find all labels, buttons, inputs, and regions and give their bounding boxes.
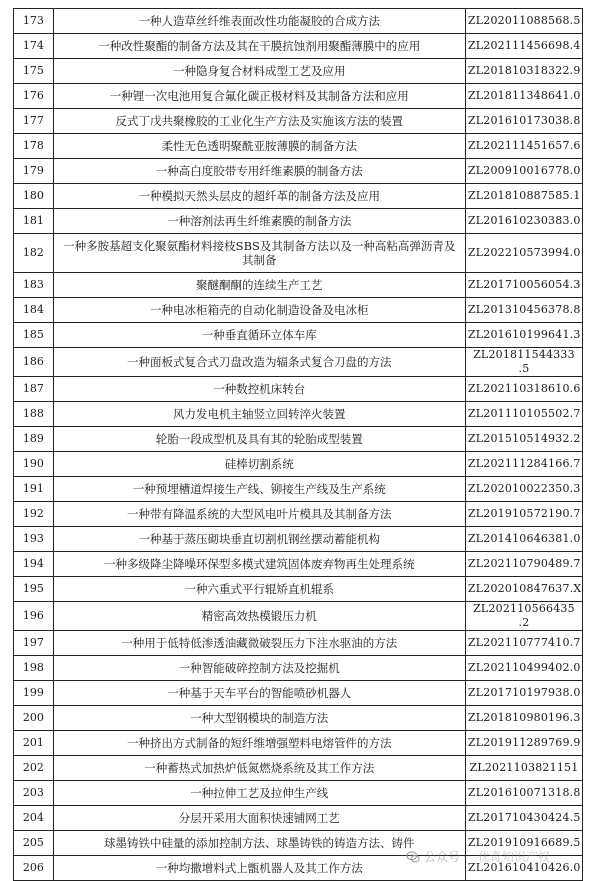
- table-row: [14, 234, 583, 273]
- watermark-account: 优奇知识产权: [477, 850, 550, 864]
- patent-number: ZL201510514932.2: [465, 427, 582, 452]
- patent-number: ZL202110790489.7: [465, 552, 582, 577]
- table-row: [14, 84, 583, 109]
- patent-number: ZL201610173038.8: [465, 109, 582, 134]
- row-number: 203: [14, 781, 54, 806]
- table-row: [14, 631, 583, 656]
- row-number: 189: [14, 427, 54, 452]
- row-number: 182: [14, 234, 54, 273]
- patent-title: 球墨铸铁中硅量的添加控制方法、球墨铸铁的铸造方法、铸件: [53, 831, 465, 856]
- patent-number: ZL202110499402.0: [465, 656, 582, 681]
- patent-title: 轮胎一段成型机及具有其的轮胎成型装置: [53, 427, 465, 452]
- row-number: 199: [14, 681, 54, 706]
- patent-title: 柔性无色透明聚酰亚胺薄膜的制备方法: [53, 134, 465, 159]
- table-row: [14, 452, 583, 477]
- patent-number: ZL201710430424.5: [465, 806, 582, 831]
- row-number: 193: [14, 527, 54, 552]
- patent-number: ZL201110105502.7: [465, 402, 582, 427]
- table-row: [14, 656, 583, 681]
- row-number: 204: [14, 806, 54, 831]
- patent-number: ZL202110318610.6: [465, 377, 582, 402]
- patent-table: [13, 8, 583, 881]
- row-number: 205: [14, 831, 54, 856]
- patent-table-body: [14, 9, 583, 881]
- row-number: 181: [14, 209, 54, 234]
- patent-title: 一种模拟天然头层皮的超纤革的制备方法及应用: [53, 184, 465, 209]
- patent-number: ZL201910572190.7: [465, 502, 582, 527]
- row-number: 176: [14, 84, 54, 109]
- patent-number: ZL201710056054.3: [465, 273, 582, 298]
- table-row: [14, 34, 583, 59]
- row-number: 184: [14, 298, 54, 323]
- patent-title: 一种拉伸工艺及拉伸生产线: [53, 781, 465, 806]
- table-row: [14, 59, 583, 84]
- table-row: [14, 298, 583, 323]
- table-row: [14, 781, 583, 806]
- row-number: 177: [14, 109, 54, 134]
- row-number: 200: [14, 706, 54, 731]
- patent-number: ZL201610071318.8: [465, 781, 582, 806]
- patent-title: 一种均撒增料式上甑机器人及其工作方法: [53, 856, 465, 881]
- row-number: 191: [14, 477, 54, 502]
- patent-number: ZL202111284166.7: [465, 452, 582, 477]
- table-row: [14, 502, 583, 527]
- row-number: 175: [14, 59, 54, 84]
- patent-title: 一种蓄热式加热炉低氮燃烧系统及其工作方法: [53, 756, 465, 781]
- table-row: [14, 184, 583, 209]
- row-number: 196: [14, 602, 54, 631]
- patent-title: 一种多级降尘降噪环保型多模式建筑固体废弃物再生处理系统: [53, 552, 465, 577]
- patent-title: 一种基于蒸压砌块垂直切割机钢丝摆动蓄能机构: [53, 527, 465, 552]
- patent-number: ZL201610199641.3: [465, 323, 582, 348]
- row-number: 187: [14, 377, 54, 402]
- table-row: [14, 209, 583, 234]
- patent-table-container: [13, 8, 583, 881]
- patent-title: 一种垂直循环立体车库: [53, 323, 465, 348]
- patent-title: 一种锂一次电池用复合氟化碳正极材料及其制备方法和应用: [53, 84, 465, 109]
- patent-title: 一种改性聚酯的制备方法及其在干膜抗蚀剂用聚酯薄膜中的应用: [53, 34, 465, 59]
- table-row: [14, 706, 583, 731]
- patent-number: ZL201610410426.0: [465, 856, 582, 881]
- row-number: 195: [14, 577, 54, 602]
- row-number: 194: [14, 552, 54, 577]
- row-number: 180: [14, 184, 54, 209]
- row-number: 188: [14, 402, 54, 427]
- patent-title: 一种多胺基超支化聚氨酯材料接枝SBS及其制备方法以及一种高粘高弹沥青及其制备: [53, 234, 465, 273]
- patent-title: 精密高效热模锻压力机: [53, 602, 465, 631]
- patent-number: ZL201710197938.0: [465, 681, 582, 706]
- patent-number: ZL202111456698.4: [465, 34, 582, 59]
- table-row: [14, 731, 583, 756]
- patent-title: 分层开采用大面积快速铺网工艺: [53, 806, 465, 831]
- row-number: 190: [14, 452, 54, 477]
- table-row: [14, 806, 583, 831]
- row-number: 173: [14, 9, 54, 34]
- patent-title: 一种电冰柜箱壳的自动化制造设备及电冰柜: [53, 298, 465, 323]
- table-row: [14, 402, 583, 427]
- patent-title: 一种智能破碎控制方法及挖掘机: [53, 656, 465, 681]
- table-row: [14, 134, 583, 159]
- patent-number: ZL2021103821151: [465, 756, 582, 781]
- row-number: 201: [14, 731, 54, 756]
- table-row: [14, 159, 583, 184]
- watermark-platform: 公众号: [424, 850, 461, 864]
- row-number: 174: [14, 34, 54, 59]
- patent-title: 风力发电机主轴竖立回转淬火装置: [53, 402, 465, 427]
- patent-title: 反式丁戊共聚橡胶的工业化生产方法及实施该方法的装置: [53, 109, 465, 134]
- table-row: [14, 527, 583, 552]
- patent-title: 一种带有降温系统的大型风电叶片模具及其制备方法: [53, 502, 465, 527]
- patent-title: 一种预埋槽道焊接生产线、铆接生产线及生产系统: [53, 477, 465, 502]
- patent-number: ZL201410646381.0: [465, 527, 582, 552]
- patent-number: ZL201810887585.1: [465, 184, 582, 209]
- table-row: [14, 577, 583, 602]
- patent-title: 聚醚酮酮的连续生产工艺: [53, 273, 465, 298]
- patent-number: ZL202010022350.3: [465, 477, 582, 502]
- patent-number: ZL202111451657.6: [465, 134, 582, 159]
- patent-number: ZL201610230383.0: [465, 209, 582, 234]
- table-row: [14, 552, 583, 577]
- patent-title: 一种人造草丝纤维表面改性功能凝胶的合成方法: [53, 9, 465, 34]
- patent-title: 硅棒切割系统: [53, 452, 465, 477]
- table-row: [14, 348, 583, 377]
- table-row: [14, 756, 583, 781]
- row-number: 185: [14, 323, 54, 348]
- patent-number: ZL201810980196.3: [465, 706, 582, 731]
- patent-number: ZL200910016778.0: [465, 159, 582, 184]
- table-row: [14, 477, 583, 502]
- row-number: 202: [14, 756, 54, 781]
- patent-number: ZL202011088568.5: [465, 9, 582, 34]
- patent-number: ZL201811348641.0: [465, 84, 582, 109]
- row-number: 186: [14, 348, 54, 377]
- table-row: [14, 856, 583, 881]
- patent-number: ZL202110777410.7: [465, 631, 582, 656]
- table-row: [14, 681, 583, 706]
- table-row: [14, 377, 583, 402]
- patent-number: ZL201310456378.8: [465, 298, 582, 323]
- row-number: 206: [14, 856, 54, 881]
- table-row: [14, 9, 583, 34]
- patent-number: ZL202210573994.0: [465, 234, 582, 273]
- patent-title: 一种高白度胶带专用纤维素膜的制备方法: [53, 159, 465, 184]
- row-number: 178: [14, 134, 54, 159]
- patent-number: ZL202110566435 .2: [465, 602, 582, 631]
- table-row: [14, 323, 583, 348]
- patent-title: 一种用于低特低渗透油藏微破裂压力下注水驱油的方法: [53, 631, 465, 656]
- patent-number: ZL201910916689.5: [465, 831, 582, 856]
- table-row: [14, 602, 583, 631]
- patent-title: 一种隐身复合材料成型工艺及应用: [53, 59, 465, 84]
- patent-number: ZL201911289769.9: [465, 731, 582, 756]
- table-row: [14, 427, 583, 452]
- patent-number: ZL201810318322.9: [465, 59, 582, 84]
- row-number: 198: [14, 656, 54, 681]
- row-number: 183: [14, 273, 54, 298]
- patent-number: ZL202010847637.X: [465, 577, 582, 602]
- patent-title: 一种六重式平行辊矫直机辊系: [53, 577, 465, 602]
- row-number: 197: [14, 631, 54, 656]
- patent-title: 一种大型钢模块的制造方法: [53, 706, 465, 731]
- row-number: 179: [14, 159, 54, 184]
- table-row: [14, 831, 583, 856]
- patent-title: 一种基于天车平台的智能喷砂机器人: [53, 681, 465, 706]
- table-row: [14, 109, 583, 134]
- patent-number: ZL201811544333 .5: [465, 348, 582, 377]
- patent-title: 一种数控机床转台: [53, 377, 465, 402]
- patent-title: 一种溶剂法再生纤维素膜的制备方法: [53, 209, 465, 234]
- patent-title: 一种挤出方式制备的短纤维增强塑料电熔管件的方法: [53, 731, 465, 756]
- row-number: 192: [14, 502, 54, 527]
- watermark: 公众号 · 优奇知识产权: [406, 848, 550, 865]
- patent-title: 一种面板式复合式刀盘改造为辐条式复合刀盘的方法: [53, 348, 465, 377]
- table-row: [14, 273, 583, 298]
